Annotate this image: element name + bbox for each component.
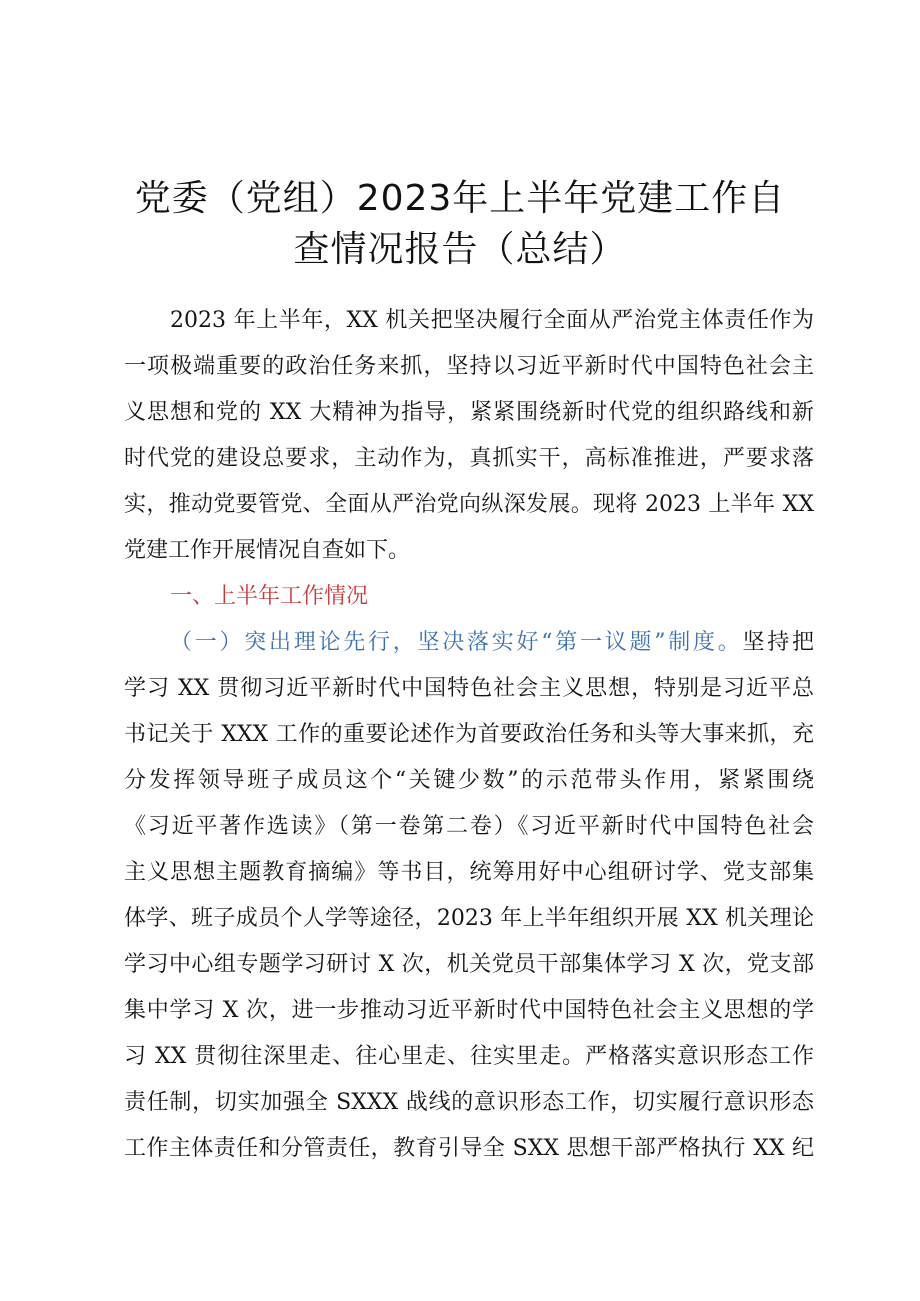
intro-line: 实，推动党要管党、全面从严治党向纵深发展。现将 2023 上半年 XX [124, 492, 814, 517]
body-line: 责任制，切实加强全 SXXX 战线的意识形态工作，切实履行意识形态 [124, 1090, 814, 1115]
body-line: 分发挥领导班子成员这个“关键少数”的示范带头作用，紧紧围绕 [124, 768, 814, 793]
subsection-first-line-tail: 坚持把 [742, 630, 814, 655]
body-line: 学习中心组专题学习研讨 X 次，机关党员干部集体学习 X 次，党支部 [124, 952, 814, 977]
intro-line: 一项极端重要的政治任务来抓，坚持以习近平新时代中国特色社会主 [124, 354, 814, 379]
body-line: 体学、班子成员个人学等途径，2023 年上半年组织开展 XX 机关理论 [124, 906, 814, 931]
body-line: 集中学习 X 次，进一步推动习近平新时代中国特色社会主义思想的学 [124, 998, 814, 1023]
document-title-line-1: 党委（党组）2023年上半年党建工作自 [134, 178, 786, 219]
document-title-line-2: 查情况报告（总结） [293, 229, 627, 270]
subsection-heading: （一）突出理论先行，坚决落实好“第一议题”制度。 [170, 630, 743, 655]
body-line: 工作主体责任和分管责任，教育引导全 SXX 思想干部严格执行 XX 纪 [124, 1136, 814, 1161]
intro-line: 义思想和党的 XX 大精神为指导，紧紧围绕新时代党的组织路线和新 [124, 400, 814, 425]
intro-line: 党建工作开展情况自查如下。 [124, 538, 411, 563]
body-line: 学习 XX 贯彻习近平新时代中国特色社会主义思想，特别是习近平总 [124, 676, 814, 701]
subsection-first-line [170, 628, 814, 658]
body-line: 习 XX 贯彻往深里走、往心里走、往实里走。严格落实意识形态工作 [124, 1044, 814, 1069]
body-line: 《习近平著作选读》（第一卷第二卷）《习近平新时代中国特色社会 [124, 814, 814, 839]
intro-line: 2023 年上半年，XX 机关把坚决履行全面从严治党主体责任作为 [170, 308, 814, 333]
section-heading: 一、上半年工作情况 [170, 584, 369, 609]
body-line: 书记关于 XXX 工作的重要论述作为首要政治任务和头等大事来抓，充 [124, 722, 814, 747]
intro-line: 时代党的建设总要求，主动作为，真抓实干，高标准推进，严要求落 [124, 446, 814, 471]
body-line: 主义思想主题教育摘编》等书目，统筹用好中心组研讨学、党支部集 [124, 860, 814, 885]
